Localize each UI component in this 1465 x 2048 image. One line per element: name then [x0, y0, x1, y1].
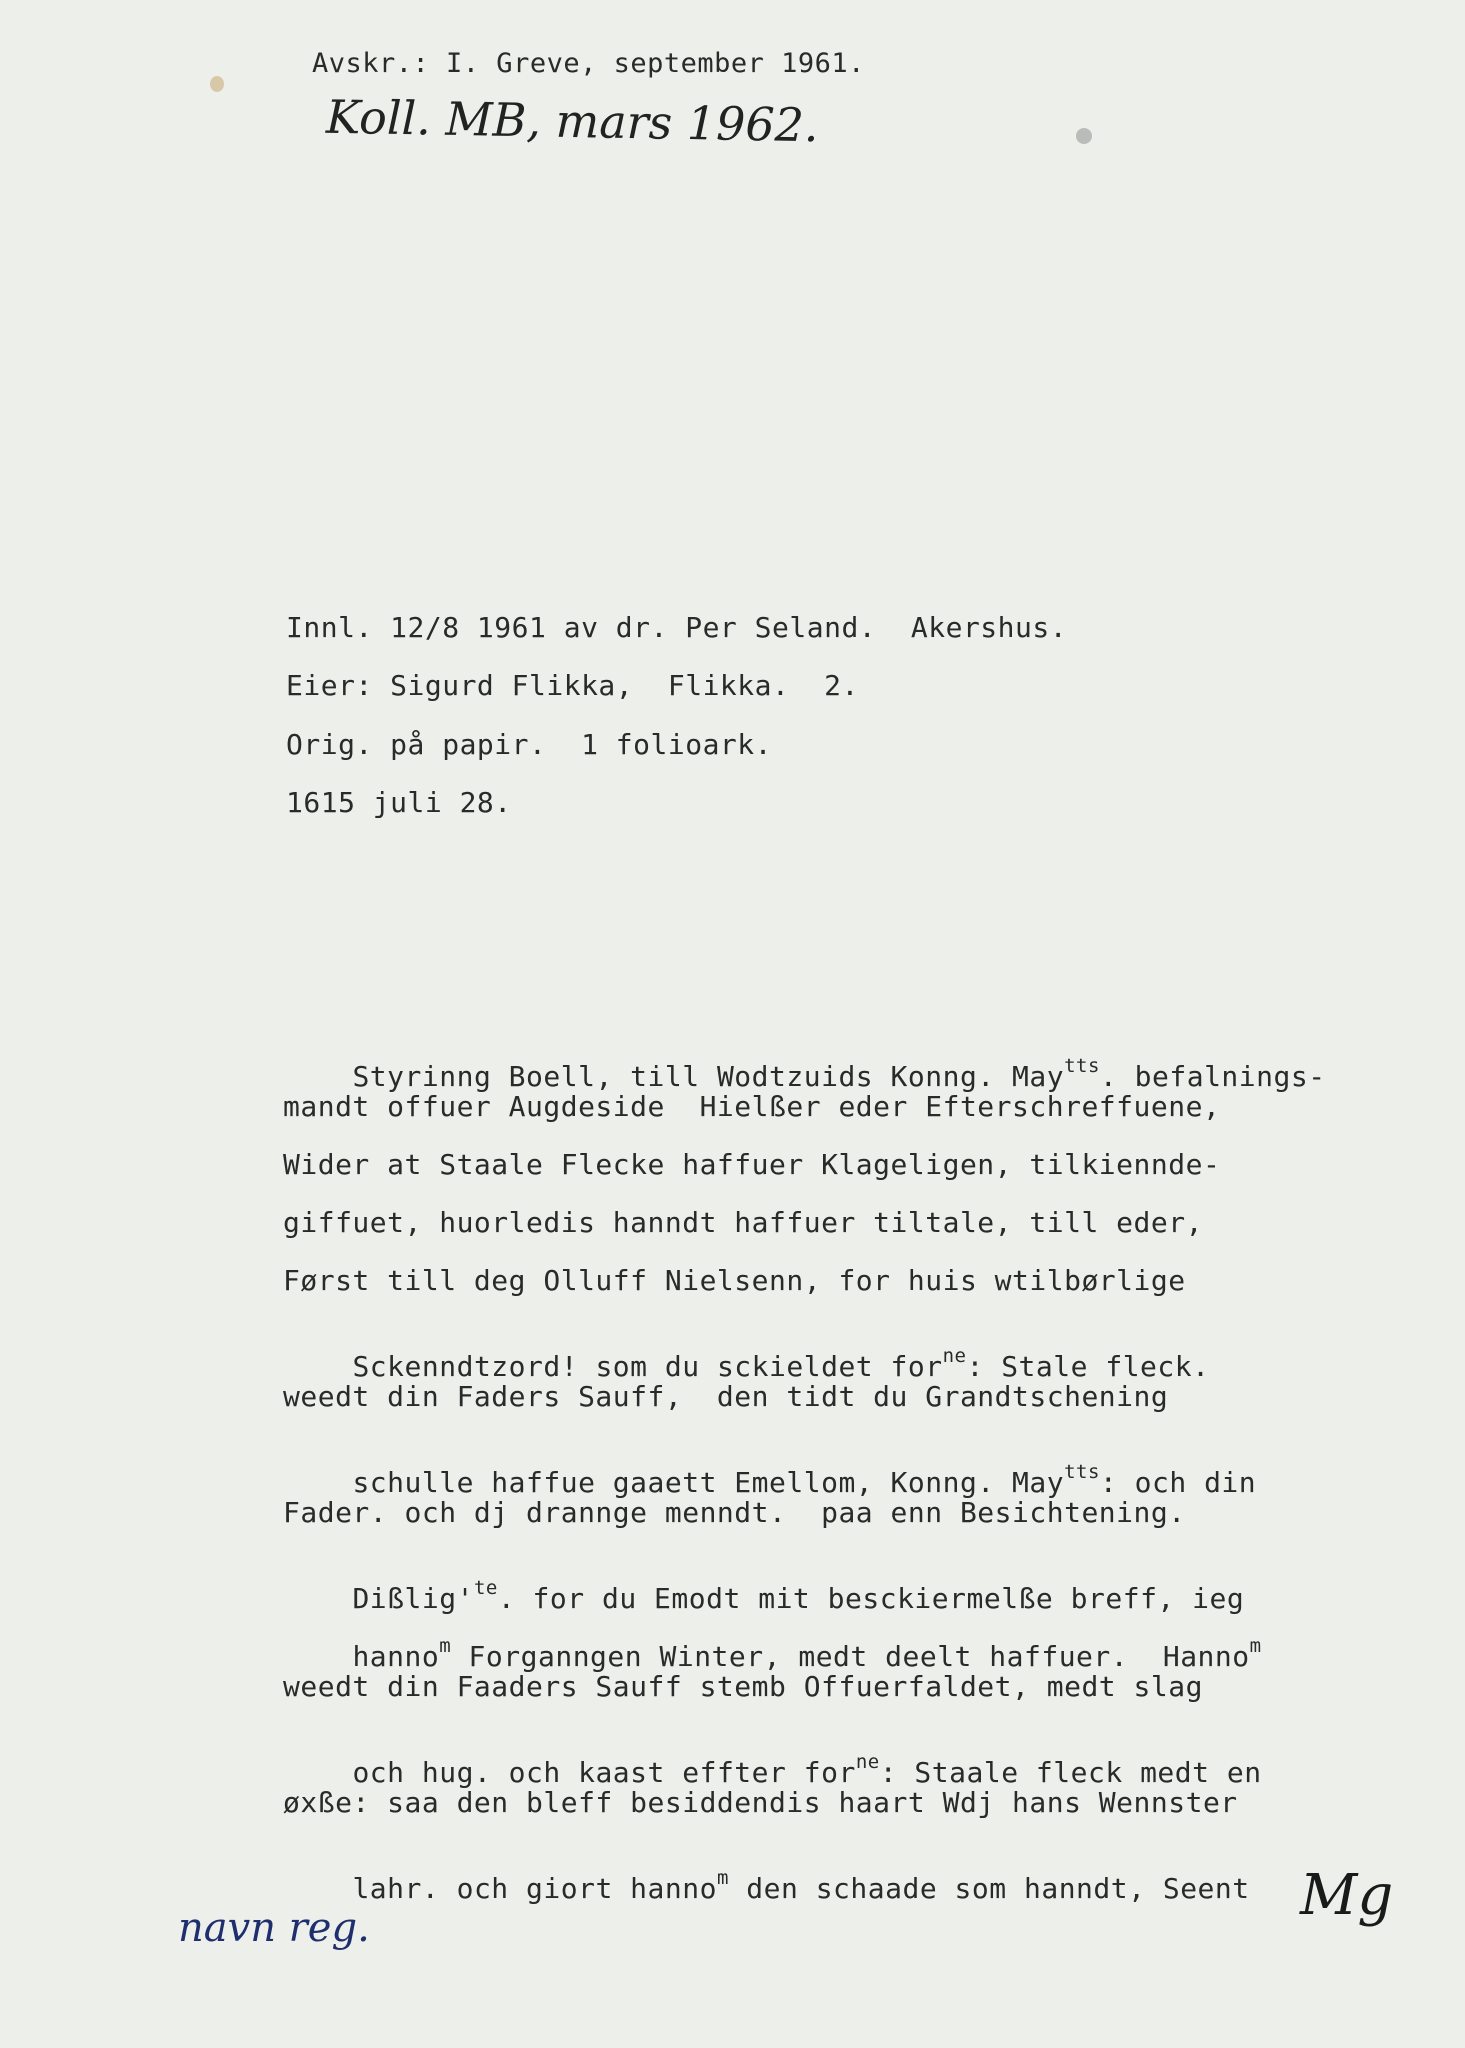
text-segment: : Staale fleck medt en	[879, 1756, 1262, 1789]
paper-speck	[1076, 128, 1092, 144]
meta-line-owner: Eier: Sigurd Flikka, Flikka. 2.	[286, 669, 859, 702]
handwritten-collation-note: Koll. MB, mars 1962.	[325, 89, 820, 153]
text-segment: den schaade som hanndt, Seent	[728, 1872, 1250, 1905]
superscript: m	[716, 1867, 729, 1889]
text-segment: : och din	[1099, 1466, 1257, 1499]
meta-line-original: Orig. på papir. 1 folioark.	[286, 728, 773, 761]
text-segment: schulle haffue gaaett Emellom, Konng. May	[352, 1466, 1065, 1499]
text-segment: Forganngen Winter, medt deelt haffuer. Hanno	[451, 1640, 1250, 1673]
superscript: ne	[855, 1751, 880, 1773]
handwritten-register-note: navn reg.	[178, 1905, 370, 1951]
body-line-9: Fader. och dj dranngе menndt. paa enn Besichtening.	[283, 1496, 1186, 1529]
body-line-7: weedt din Faders Sauff, den tidt du Grandtschening	[283, 1380, 1169, 1413]
text-segment: . for du Emodt mit besckiermelße breff, ieg	[497, 1582, 1245, 1615]
text-segment: Styrinng Boell, till Wodtzuids Konng. May	[352, 1060, 1065, 1093]
text-segment: Dißlig'	[352, 1582, 474, 1615]
body-line-4: giffuet, huorledis hanndt haffuer tiltale, till eder,	[283, 1206, 1203, 1239]
handwritten-initials: Mg	[1300, 1863, 1394, 1928]
body-line-12: weedt din Faaders Sauff stemb Offuerfaldet, medt slag	[283, 1670, 1203, 1703]
text-segment: : Stale fleck.	[966, 1350, 1210, 1383]
superscript: te	[473, 1577, 498, 1599]
transcription-note: Avskr.: I. Greve, september 1961.	[312, 48, 865, 79]
paper-stain	[210, 76, 224, 92]
text-segment: och hug. och kaast effter for	[352, 1756, 856, 1789]
text-segment: hanno	[352, 1640, 440, 1673]
meta-line-received: Innl. 12/8 1961 av dr. Per Seland. Akershus.	[286, 611, 1068, 644]
text-segment: lahr. och giort hanno	[352, 1872, 717, 1905]
superscript: m	[439, 1635, 452, 1657]
superscript: m	[1249, 1635, 1262, 1657]
text-segment: Sckenndtzord! som du sckieldet for	[352, 1350, 943, 1383]
body-line-2: mandt offuer Augdeside Hielßer eder Efterschreffuene,	[283, 1090, 1221, 1123]
superscript: ne	[942, 1345, 967, 1367]
superscript: tts	[1064, 1055, 1100, 1077]
text-segment: . befalnings-	[1099, 1060, 1326, 1093]
superscript: tts	[1064, 1461, 1100, 1483]
body-line-5: Først till deg Olluff Nielsenn, for huis wtilbørlige	[283, 1264, 1186, 1297]
body-line-15	[283, 1847, 1250, 1931]
meta-line-date: 1615 juli 28.	[286, 786, 512, 819]
body-line-3: Wider at Staale Flecke haffuer Klageligen, tilkiennde-	[283, 1148, 1221, 1181]
body-line-14: øxße: saa den bleff besiddendis haart Wdj hans Wennster	[283, 1786, 1238, 1819]
